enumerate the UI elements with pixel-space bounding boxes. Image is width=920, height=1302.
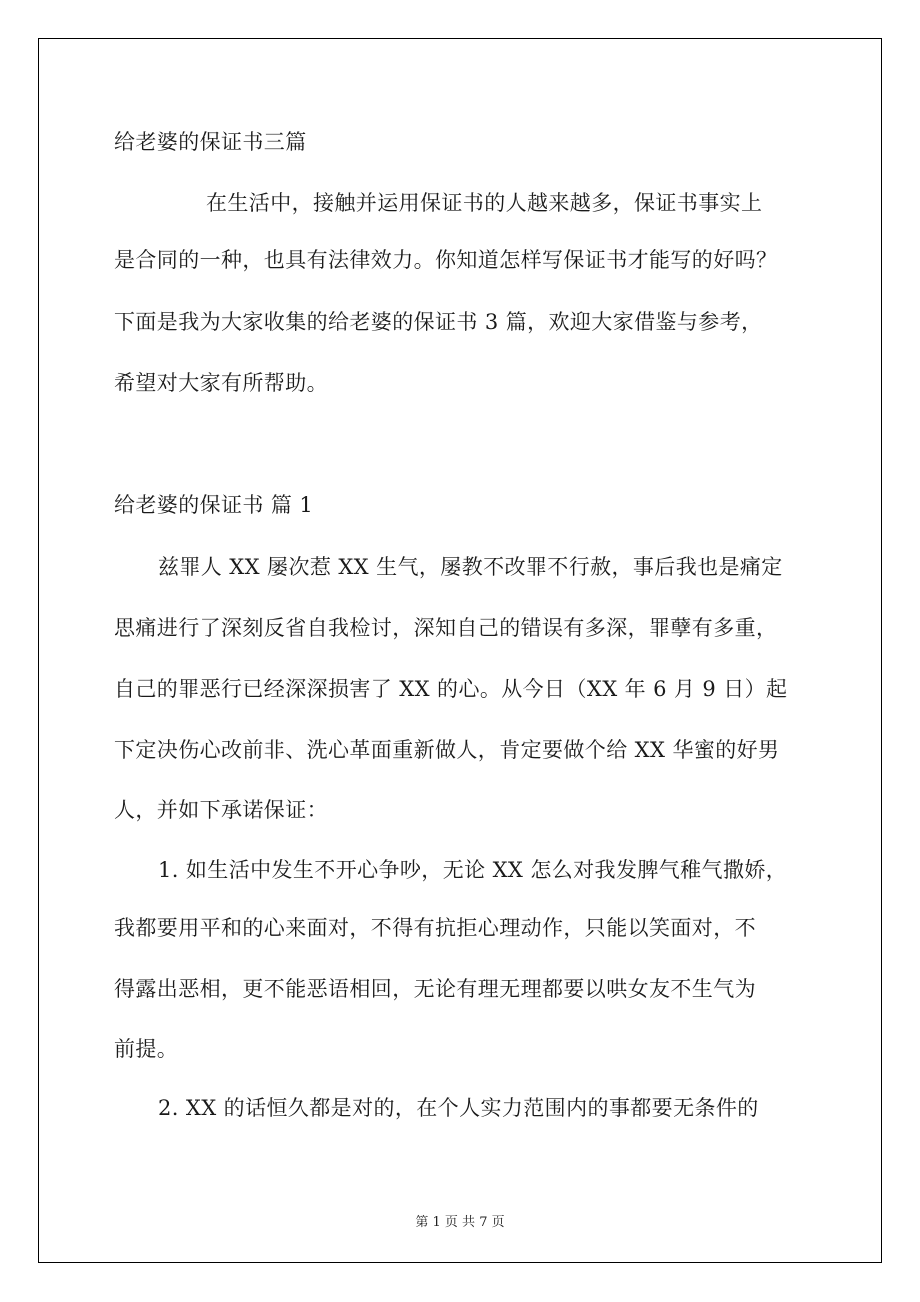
intro-line-1: 在生活中，接触并运用保证书的人越来越多，保证书事实上 [206,191,763,215]
body-line-4: 下定决伤心改前非、洗心革面重新做人，肯定要做个给 XX 华蜜的好男 [114,738,780,762]
body-line-2: 思痛进行了深刻反省自我检讨，深知自己的错误有多深，罪孽有多重， [114,616,778,640]
body-line-6: 1. 如生活中发生不开心争吵，无论 XX 怎么对我发脾气稚气撒娇， [158,858,788,882]
section-heading: 给老婆的保证书 篇 1 [114,493,314,517]
body-line-10: 2. XX 的话恒久都是对的，在个人实力范围内的事都要无条件的 [158,1096,759,1120]
body-line-1: 兹罪人 XX 屡次惹 XX 生气，屡教不改罪不行赦，事后我也是痛定 [158,555,783,579]
body-line-8: 得露出恶相，更不能恶语相回，无论有理无理都要以哄女友不生气为 [114,977,756,1001]
intro-line-4: 希望对大家有所帮助。 [114,371,328,395]
intro-line-2: 是合同的一种，也具有法律效力。你知道怎样写保证书才能写的好吗？ [114,248,778,272]
body-line-3: 自己的罪恶行已经深深损害了 XX 的心。从今日（XX 年 6 月 9 日）起 [114,677,788,701]
body-line-5: 人，并如下承诺保证： [114,798,328,822]
document-title: 给老婆的保证书三篇 [114,130,307,154]
body-line-9: 前提。 [114,1037,179,1061]
page-border [38,38,882,1263]
body-line-7: 我都要用平和的心来面对，不得有抗拒心理动作，只能以笑面对，不 [114,916,756,940]
intro-line-3: 下面是我为大家收集的给老婆的保证书 3 篇，欢迎大家借鉴与参考， [114,310,763,334]
page-number-footer: 第 1 页 共 7 页 [415,1215,505,1230]
